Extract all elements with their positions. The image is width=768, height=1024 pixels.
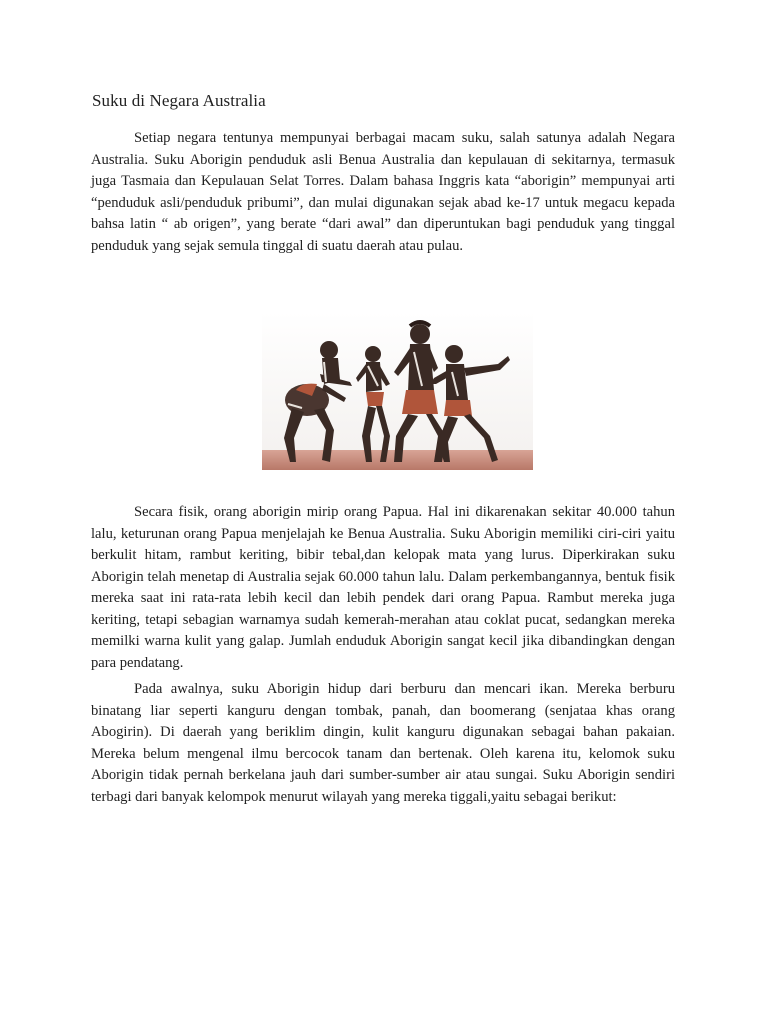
aborigin-dancers-photo bbox=[262, 312, 533, 470]
paragraph-2: Secara fisik, orang aborigin mirip orang Papua. Hal ini dikarenakan sekitar 40.000 tahun lalu, keturunan orang Papua menjelajah ke Benua Australia. Suku Aborigin memiliki ciri-ciri yaitu berkulit hitam, rambut keriting, bibir tebal,dan kelopak mata yang lurus. Diperkirakan suku Aborigin telah menetap di Australia sejak 60.000 tahun lalu. Dalam perkembangannya, bentuk fisik mereka saat ini rata-rata lebih kecil dan lebih pendek dari orang Papua. Rambut mereka juga keriting, tetapi sebagian warnamya sudah kemerah-merahan atau coklat pucat, sedangkan mereka memilki warna kulit yang galap. Jumlah enduduk Aborigin sangat kecil jika dibandingkan dengan para pendatang. bbox=[91, 504, 675, 671]
paragraph-1: Setiap negara tentunya mempunyai berbagai macam suku, salah satunya adalah Negara Australia. Suku Aborigin penduduk asli Benua Australia dan kepulauan di sekitarnya, termasuk juga Tasmaia dan Kepulauan Selat Torres. Dalam bahasa Inggris kata “aborigin” mempunyai arti “penduduk asli/penduduk pribumi”, dan mulai digunakan sejak abad ke-17 untuk megacu kepada bahsa latin “ ab origen”, yang berate “dari awal” dan diperuntukan bagi penduduk yang tinggal penduduk yang sejak semula tinggal di suatu daerah atau pulau. bbox=[91, 130, 675, 254]
document-title: Suku di Negara Australia bbox=[92, 91, 266, 110]
paragraph-3: Pada awalnya, suku Aborigin hidup dari berburu dan mencari ikan. Mereka berburu binatang liar seperti kanguru dengan tombak, panah, dan boomerang (senjataa khas orang Abogirin). Di daerah yang beriklim dingin, kulit kanguru digunakan sebagai bahan pakaian. Mereka belum mengenal ilmu bercocok tanam dan bertenak. Oleh karena itu, kelomok suku Aborigin tidak pernah berkelana jauh dari sumber-sumber air atau sungai. Suku Aborigin sendiri terbagi dari banyak kelompok menurut wilayah yang mereka tiggali,yaitu sebagai berikut: bbox=[91, 681, 675, 805]
